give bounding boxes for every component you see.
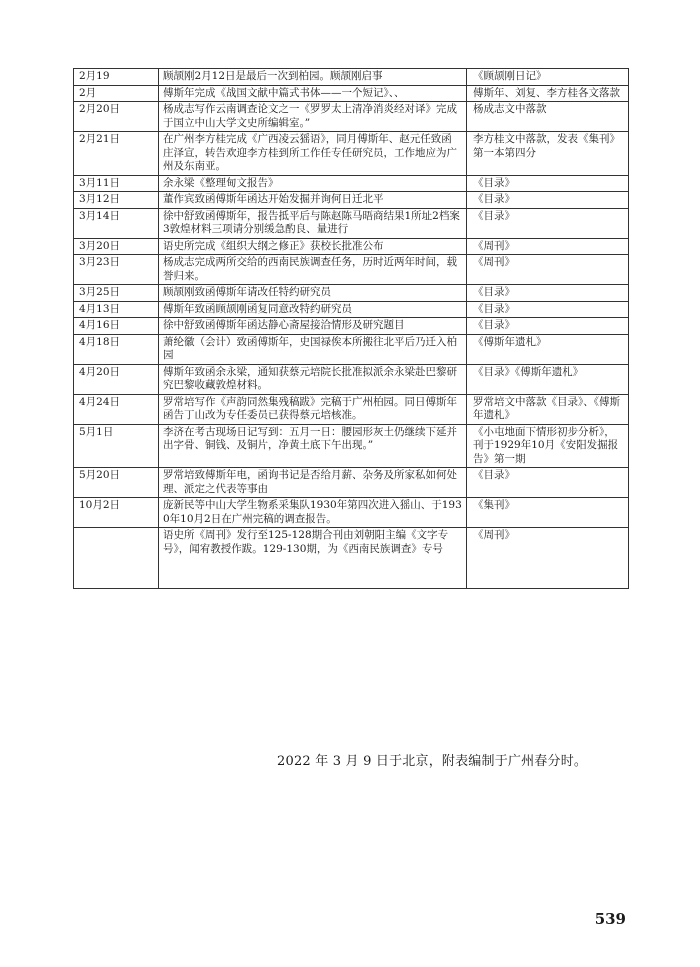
event-cell: 杨成志完成两所交给的西南民族调查任务，历时近两年时间，载誉归来。	[159, 255, 467, 285]
src-cell: 《周刊》	[467, 238, 629, 255]
date-cell: 5月20日	[74, 468, 159, 498]
footer-note: 2022 年 3 月 9 日于北京，附表编制于广州春分时。	[277, 754, 588, 769]
date-cell: 3月12日	[74, 192, 159, 209]
table-row	[74, 192, 629, 209]
date-cell: 3月20日	[74, 238, 159, 255]
date-cell: 4月18日	[74, 334, 159, 364]
event-cell: 罗常培写作《声韵同然集残稿跋》完稿于广州柏园。同日傅斯年函告丁山改为专任委员已获得蔡元培核准。	[159, 394, 467, 424]
date-cell: 2月19	[74, 69, 159, 86]
src-cell: 罗常培文中落款《目录》、《傅斯年遗札》	[467, 394, 629, 424]
src-cell: 《目录》	[467, 285, 629, 302]
src-cell: 《目录》	[467, 468, 629, 498]
table-row	[74, 69, 629, 86]
date-cell: 4月16日	[74, 318, 159, 335]
date-cell: 3月14日	[74, 208, 159, 238]
table-row	[74, 132, 629, 176]
event-cell: 余永梁《整理甸文报告》	[159, 175, 467, 192]
src-cell: 《顾颉刚日记》	[467, 69, 629, 86]
src-cell: 《目录》	[467, 301, 629, 318]
date-cell: 3月25日	[74, 285, 159, 302]
src-cell: 《目录》	[467, 192, 629, 209]
table-row	[74, 102, 629, 132]
src-cell: 《目录》《傅斯年遗札》	[467, 364, 629, 394]
table-row	[74, 318, 629, 335]
chronology-table	[73, 68, 629, 589]
event-cell: 顾颉刚致函傅斯年请改任特约研究员	[159, 285, 467, 302]
event-cell: 在广州李方桂完成《广西凌云猺语》，同月傅斯年、赵元任致函庄泽宣，转告欢迎李方桂到所工作任专任研究员，工作地应为广州及东南亚。	[159, 132, 467, 176]
table-row	[74, 285, 629, 302]
src-cell: 《傅斯年遗札》	[467, 334, 629, 364]
event-cell: 傅斯年完成《战国文献中篇式书体——一个短记》、、	[159, 85, 467, 102]
event-cell: 语史所完成《组织大纲之修正》获校长批准公布	[159, 238, 467, 255]
date-cell: 2月20日	[74, 102, 159, 132]
date-cell: 5月1日	[74, 424, 159, 468]
date-cell: 2月21日	[74, 132, 159, 176]
event-cell: 李济在考古现场日记写到：五月一日：腰园形灰土仍继续下延并出字骨、铜钱、及铜片，净黄土底下午出现。”	[159, 424, 467, 468]
event-cell: 萧纶徽（会计）致函傅斯年，史国禄俟本所搬往北平后乃迁入柏园	[159, 334, 467, 364]
src-cell: 傅斯年、刘复、李方桂各文落款	[467, 85, 629, 102]
src-cell: 李方桂文中落款，发表《集刊》第一本第四分	[467, 132, 629, 176]
src-cell: 《小屯地面下情形初步分析》，刊于1929年10月《安阳发掘报告》第一期	[467, 424, 629, 468]
src-cell: 《集刊》	[467, 498, 629, 528]
table-row	[74, 85, 629, 102]
date-cell	[74, 528, 159, 589]
table-row	[74, 334, 629, 364]
src-cell: 《目录》	[467, 208, 629, 238]
table-body	[74, 69, 629, 589]
src-cell: 《周刊》	[467, 528, 629, 589]
date-cell: 4月24日	[74, 394, 159, 424]
event-cell: 语史所《周刊》发行至125-128期合刊由刘朝阳主编《文字专号》，闻宥教授作跋。129-130期，为《西南民族调查》专号	[159, 528, 467, 589]
table-row	[74, 468, 629, 498]
table-row	[74, 255, 629, 285]
table-row	[74, 175, 629, 192]
event-cell: 徐中舒致函傅斯年，报告抵平后与陈赵陈马晤商结果1所址2档案3敦煌材料三项请分别缓急酌良、量进行	[159, 208, 467, 238]
src-cell: 《目录》	[467, 318, 629, 335]
table-row	[74, 528, 629, 589]
date-cell: 4月20日	[74, 364, 159, 394]
event-cell: 傅斯年致函顾颉刚函复同意改特约研究员	[159, 301, 467, 318]
table-row	[74, 498, 629, 528]
event-cell: 顾颉刚2月12日是最后一次到柏园。顾颉刚启事	[159, 69, 467, 86]
date-cell: 4月13日	[74, 301, 159, 318]
event-cell: 傅斯年致函余永梁，通知获蔡元培院长批准拟派余永梁赴巴黎研究巴黎收藏敦煌材料。	[159, 364, 467, 394]
src-cell: 杨成志文中落款	[467, 102, 629, 132]
date-cell: 2月	[74, 85, 159, 102]
src-cell: 《目录》	[467, 175, 629, 192]
event-cell: 董作宾致函傅斯年函达开始发掘并询何日迁北平	[159, 192, 467, 209]
page-number: 539	[594, 910, 626, 928]
src-cell: 《周刊》	[467, 255, 629, 285]
date-cell: 3月11日	[74, 175, 159, 192]
table-row	[74, 301, 629, 318]
table-row	[74, 424, 629, 468]
event-cell: 庞新民等中山大学生物系采集队1930年第四次进入猺山、于1930年10月2日在广州完稿的调查报告。	[159, 498, 467, 528]
table-row	[74, 238, 629, 255]
table-row	[74, 394, 629, 424]
event-cell: 罗常培致傅斯年电，函询书记是否给月薪、杂务及所家私如何处理、派定之代表等事由	[159, 468, 467, 498]
table-row	[74, 364, 629, 394]
event-cell: 杨成志写作云南调查论文之一《罗罗太上清净消炎经对译》完成于国立中山大学文史所编辑室。”	[159, 102, 467, 132]
table-row	[74, 208, 629, 238]
date-cell: 3月23日	[74, 255, 159, 285]
event-cell: 徐中舒致函傅斯年函达静心斋屋接洽情形及研究题目	[159, 318, 467, 335]
date-cell: 10月2日	[74, 498, 159, 528]
